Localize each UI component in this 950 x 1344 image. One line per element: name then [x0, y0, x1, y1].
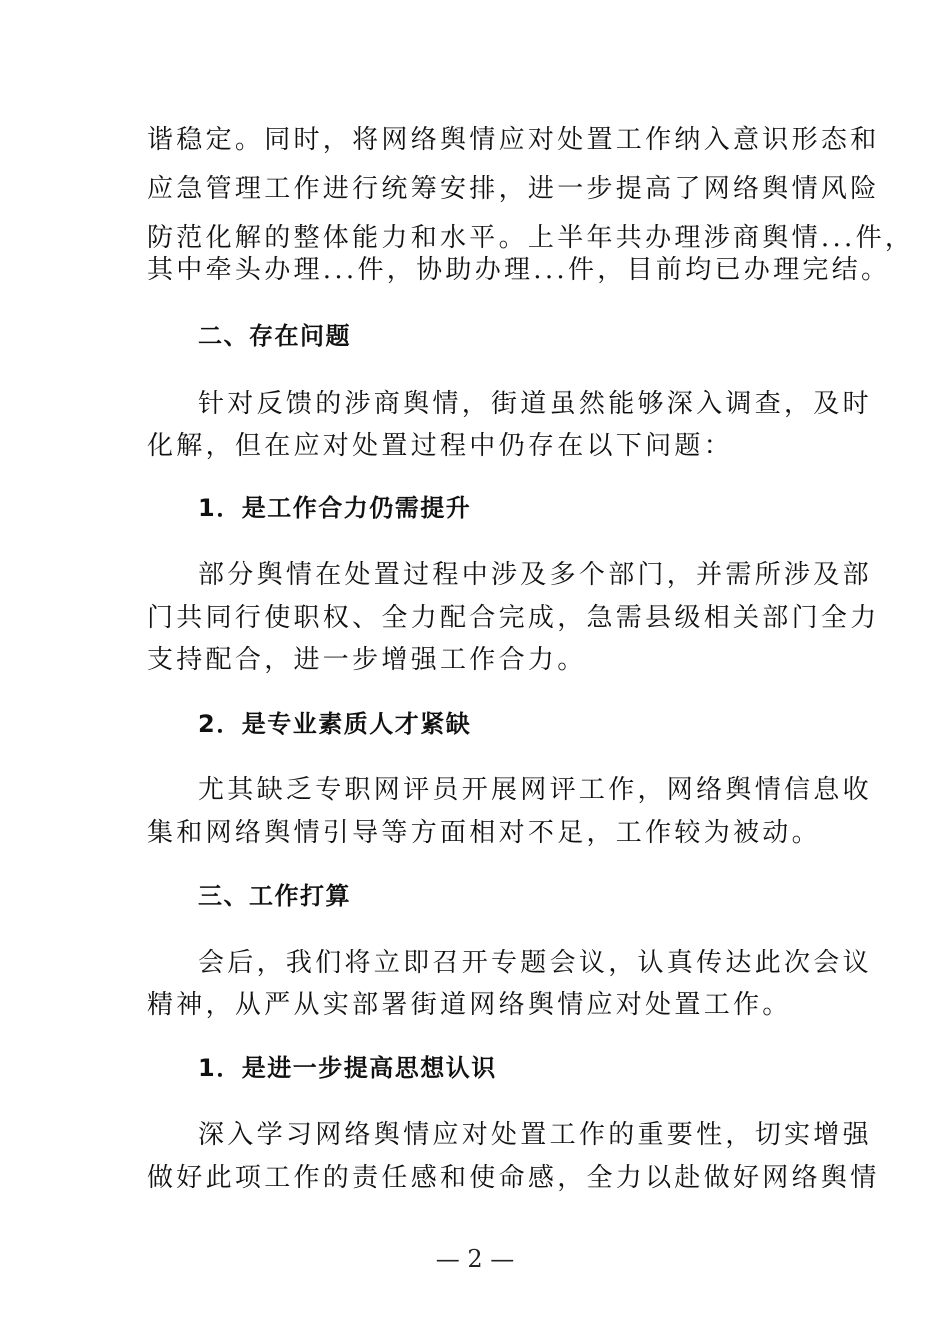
paragraph-line: 应急管理工作进行统筹安排，进一步提高了网络舆情风险: [147, 174, 880, 204]
subheading-talent: 2．是专业素质人才紧缺: [198, 710, 472, 738]
paragraph-line: 部分舆情在处置过程中涉及多个部门，并需所涉及部: [198, 560, 872, 590]
section-heading-problems: 二、存在问题: [198, 322, 351, 350]
paragraph-line: 化解，但在应对处置过程中仍存在以下问题：: [147, 431, 734, 461]
paragraph-line: 集和网络舆情引导等方面相对不足，工作较为被动。: [147, 818, 821, 848]
paragraph-line: 支持配合，进一步增强工作合力。: [147, 645, 587, 675]
paragraph-line: 针对反馈的涉商舆情，街道虽然能够深入调查，及时: [198, 389, 872, 419]
paragraph-line: 其中牵头办理...件，协助办理...件，目前均已办理完结。: [147, 255, 891, 285]
paragraph-line: 深入学习网络舆情应对处置工作的重要性，切实增强: [198, 1120, 872, 1150]
subheading-cooperation: 1．是工作合力仍需提升: [198, 494, 472, 522]
paragraph-line: 谐稳定。同时，将网络舆情应对处置工作纳入意识形态和: [147, 125, 880, 155]
paragraph-line: 做好此项工作的责任感和使命感，全力以赴做好网络舆情: [147, 1163, 880, 1193]
paragraph-line: 防范化解的整体能力和水平。上半年共办理涉商舆情...件，: [147, 223, 915, 253]
paragraph-line: 门共同行使职权、全力配合完成，急需县级相关部门全力: [147, 603, 880, 633]
paragraph-line: 精神，从严从实部署街道网络舆情应对处置工作。: [147, 990, 792, 1020]
paragraph-line: 会后，我们将立即召开专题会议，认真传达此次会议: [198, 948, 872, 978]
section-heading-plans: 三、工作打算: [198, 882, 351, 910]
paragraph-line: 尤其缺乏专职网评员开展网评工作，网络舆情信息收: [198, 775, 872, 805]
subheading-awareness: 1．是进一步提高思想认识: [198, 1054, 497, 1082]
page-number: — 2 —: [435, 1245, 515, 1273]
